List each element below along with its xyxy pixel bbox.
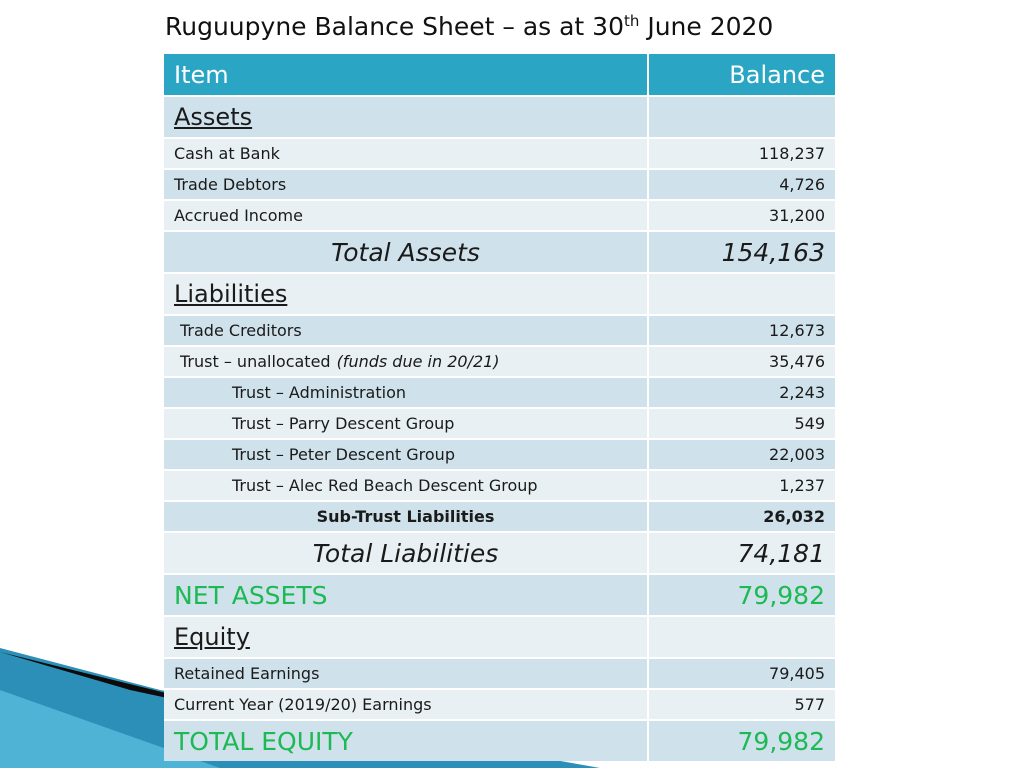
row-label-trust-peter: Trust – Peter Descent Group xyxy=(164,440,647,469)
total-liabilities-value: 74,181 xyxy=(649,533,835,573)
row-label-trust-administration: Trust – Administration xyxy=(164,378,647,407)
row-value-retained-earnings: 79,405 xyxy=(649,659,835,688)
row-value-accrued-income: 31,200 xyxy=(649,201,835,230)
section-heading-assets: Assets xyxy=(164,97,647,137)
total-liabilities-label: Total Liabilities xyxy=(164,533,647,573)
row-value-cash-at-bank: 118,237 xyxy=(649,139,835,168)
trust-unallocated-note: (funds due in 20/21) xyxy=(336,352,500,371)
column-header-balance: Balance xyxy=(649,54,835,95)
row-value-trust-alec-red-beach: 1,237 xyxy=(649,471,835,500)
row-value-current-year-earnings: 577 xyxy=(649,690,835,719)
row-label-retained-earnings: Retained Earnings xyxy=(164,659,647,688)
row-label-trust-alec-red-beach: Trust – Alec Red Beach Descent Group xyxy=(164,471,647,500)
section-heading-liabilities: Liabilities xyxy=(164,274,647,314)
row-value-trade-debtors: 4,726 xyxy=(649,170,835,199)
total-assets-value: 154,163 xyxy=(649,232,835,272)
row-label-accrued-income: Accrued Income xyxy=(164,201,647,230)
section-heading-equity: Equity xyxy=(164,617,647,657)
total-equity-value: 79,982 xyxy=(649,721,835,761)
row-value-trust-administration: 2,243 xyxy=(649,378,835,407)
column-header-item: Item xyxy=(164,54,647,95)
total-equity-label: TOTAL EQUITY xyxy=(164,721,647,761)
row-value-trust-unallocated: 35,476 xyxy=(649,347,835,376)
section-heading-liabilities-value xyxy=(649,274,835,314)
row-label-trade-creditors: Trade Creditors xyxy=(164,316,647,345)
trust-unallocated-text: Trust – unallocated xyxy=(180,352,331,371)
section-heading-equity-value xyxy=(649,617,835,657)
total-assets-label: Total Assets xyxy=(164,232,647,272)
row-value-trust-parry: 549 xyxy=(649,409,835,438)
row-value-trust-peter: 22,003 xyxy=(649,440,835,469)
net-assets-label: NET ASSETS xyxy=(164,575,647,615)
page-title: Ruguupyne Balance Sheet – as at 30th June 2020 xyxy=(165,12,774,41)
net-assets-value: 79,982 xyxy=(649,575,835,615)
row-label-trade-debtors: Trade Debtors xyxy=(164,170,647,199)
row-label-trust-parry: Trust – Parry Descent Group xyxy=(164,409,647,438)
row-label-cash-at-bank: Cash at Bank xyxy=(164,139,647,168)
row-label-trust-unallocated xyxy=(164,347,647,376)
sub-trust-liabilities-value: 26,032 xyxy=(649,502,835,531)
row-value-trade-creditors: 12,673 xyxy=(649,316,835,345)
sub-trust-liabilities-label: Sub-Trust Liabilities xyxy=(164,502,647,531)
balance-sheet-table xyxy=(164,54,835,761)
section-heading-assets-value xyxy=(649,97,835,137)
row-label-current-year-earnings: Current Year (2019/20) Earnings xyxy=(164,690,647,719)
